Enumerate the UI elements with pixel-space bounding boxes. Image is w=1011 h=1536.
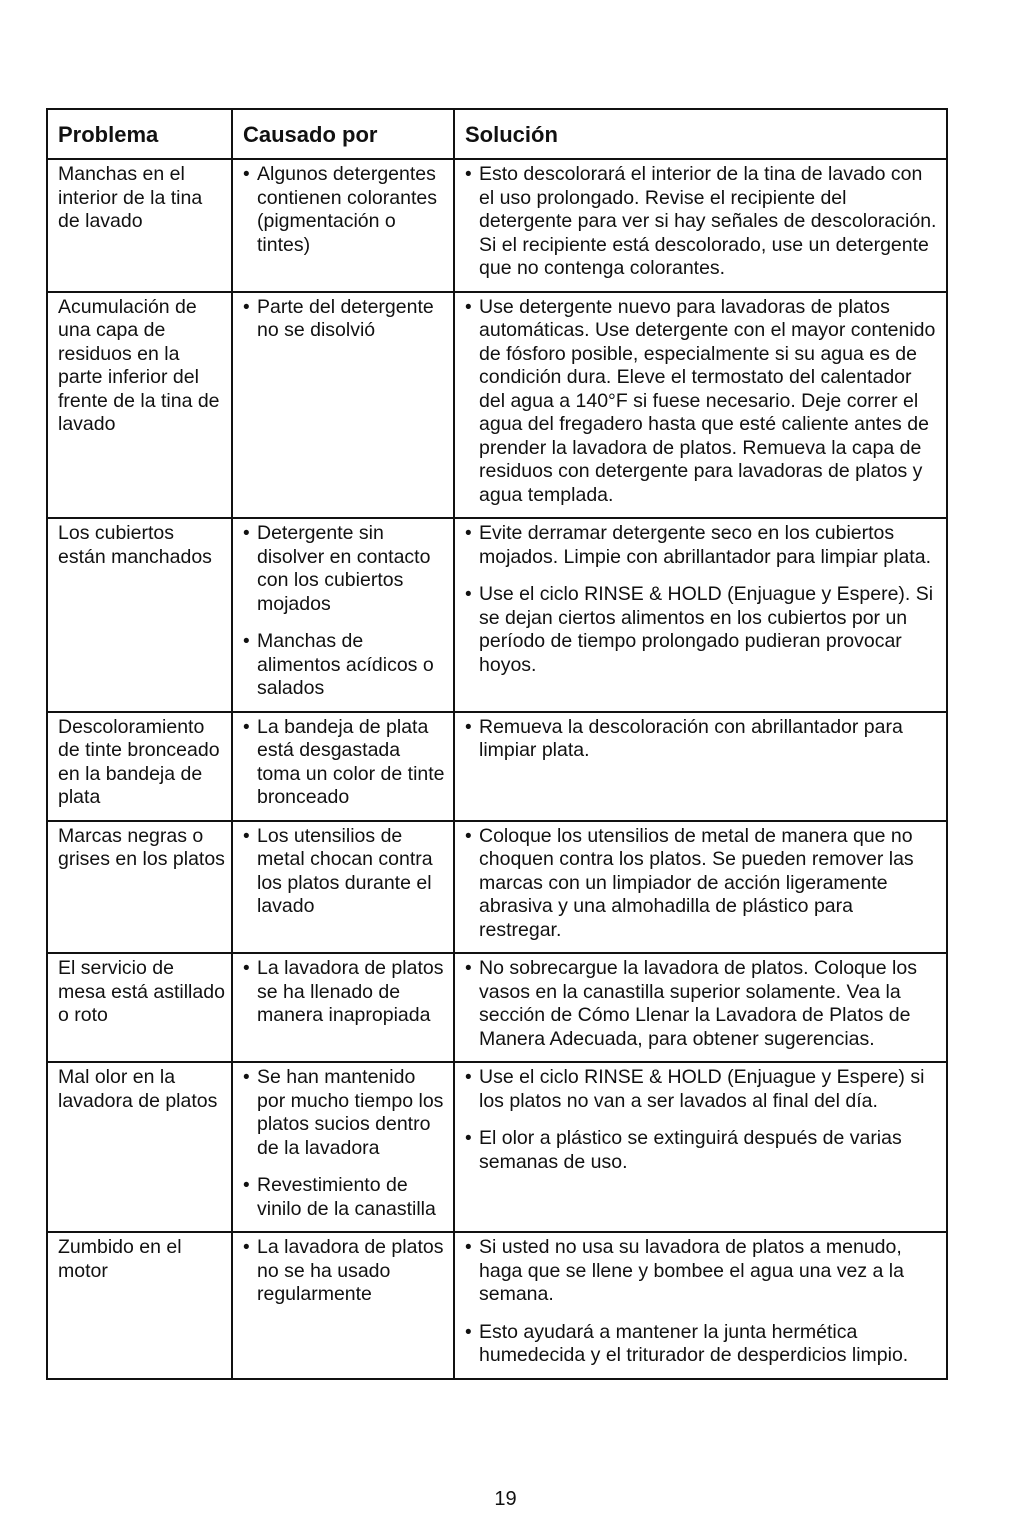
cause-cell — [232, 518, 454, 712]
solution-cell — [454, 159, 947, 292]
cause-bullet-item — [243, 1174, 447, 1221]
cause-text: La lavadora de platos se ha llenado de manera inapropiada — [257, 957, 444, 1026]
cause-cell — [232, 953, 454, 1062]
solution-bullet-item — [465, 163, 940, 281]
cause-cell — [232, 292, 454, 519]
solution-bullet-item — [465, 296, 940, 508]
table-body — [47, 159, 947, 1379]
problem-text: Marcas negras o grises en los platos — [58, 824, 225, 870]
solution-cell — [454, 953, 947, 1062]
bullet-icon: • — [465, 1237, 472, 1258]
problem-cell — [47, 953, 232, 1062]
solution-text: Evite derramar detergente seco en los cubiertos mojados. Limpie con abrillantador para limpiar plata. — [479, 522, 931, 568]
cause-text: Se han mantenido por mucho tiempo los platos sucios dentro de la lavadora — [257, 1066, 444, 1159]
solution-bullet-item — [465, 1066, 940, 1113]
problem-cell — [47, 712, 232, 821]
solution-bullet-item — [465, 957, 940, 1051]
problem-text: Zumbido en el motor — [58, 1236, 182, 1282]
solution-text: El olor a plástico se extinguirá después de varias semanas de uso. — [479, 1127, 902, 1173]
problem-text: El servicio de mesa está astillado o roto — [58, 957, 225, 1026]
bullet-icon: • — [243, 1067, 250, 1088]
bullet-icon: • — [243, 716, 250, 738]
table-row — [47, 1232, 947, 1379]
solution-text: Use el ciclo RINSE & HOLD (Enjuague y Espere). Si se dejan ciertos alimentos en los cubiertos por un período de tiempo prolongado pudieran provocar hoyos. — [479, 583, 934, 676]
table-row — [47, 1062, 947, 1232]
solution-text: Si usted no usa su lavadora de platos a menudo, haga que se llene y bombee el agua una vez a la semana. — [479, 1236, 904, 1305]
table-row — [47, 159, 947, 292]
problem-text: Descoloramiento de tinte bronceado en la bandeja de plata — [58, 715, 220, 808]
bullet-icon: • — [465, 958, 472, 979]
solution-cell — [454, 1062, 947, 1232]
solution-cell — [454, 292, 947, 519]
bullet-icon: • — [465, 523, 472, 544]
problem-cell — [47, 518, 232, 712]
problem-cell — [47, 159, 232, 292]
solution-text: Esto ayudará a mantener la junta hermética humedecida y el triturador de desperdicios limpio. — [479, 1320, 909, 1366]
problem-text: Manchas en el interior de la tina de lavado — [58, 163, 203, 232]
bullet-icon: • — [465, 1128, 472, 1149]
table-row — [47, 821, 947, 954]
cause-text: La lavadora de platos no se ha usado regularmente — [257, 1236, 444, 1305]
cause-text: Parte del detergente no se disolvió — [257, 295, 434, 341]
solution-bullet-item — [465, 716, 940, 763]
bullet-icon: • — [243, 296, 250, 318]
cause-bullet-item — [243, 1066, 447, 1160]
table-row — [47, 953, 947, 1062]
bullet-icon: • — [465, 716, 472, 738]
solution-cell — [454, 712, 947, 821]
solution-text: Remueva la descoloración con abrillantador para limpiar plata. — [479, 715, 903, 761]
cause-text: Algunos detergentes contienen colorantes (pigmentación o tintes) — [257, 163, 437, 256]
solution-text: Esto descolorará el interior de la tina de lavado con el uso prolongado. Revise el recipiente del detergente para ver si hay señales de descoloración. Si el recipiente está descolorado, use un detergente que no contenga colorantes. — [479, 163, 937, 279]
cause-bullet-item — [243, 522, 447, 616]
problem-cell — [47, 292, 232, 519]
cause-cell — [232, 1062, 454, 1232]
problem-cell — [47, 821, 232, 954]
header-cause: Causado por — [232, 109, 454, 159]
bullet-icon: • — [465, 825, 472, 847]
table-row — [47, 292, 947, 519]
table-row — [47, 712, 947, 821]
solution-cell — [454, 518, 947, 712]
solution-text: No sobrecargue la lavadora de platos. Coloque los vasos en la canastilla superior solamente. Vea la sección de Cómo Llenar la Lavadora de Platos de Manera Adecuada, para obtener sugerencias. — [479, 957, 917, 1050]
solution-bullet-item — [465, 1321, 940, 1368]
solution-bullet-item — [465, 1236, 940, 1307]
cause-bullet-item — [243, 716, 447, 810]
bullet-icon: • — [465, 1067, 472, 1088]
cause-text: La bandeja de plata está desgastada toma un color de tinte bronceado — [257, 715, 445, 808]
bullet-icon: • — [243, 825, 250, 847]
cause-bullet-item — [243, 1236, 447, 1307]
cause-text: Revestimiento de vinilo de la canastilla — [257, 1174, 436, 1220]
solution-bullet-item — [465, 522, 940, 569]
page-number: 19 — [494, 1488, 517, 1510]
troubleshooting-table — [46, 108, 948, 1380]
problem-cell — [47, 1062, 232, 1232]
bullet-icon: • — [243, 523, 250, 544]
cause-text: Detergente sin disolver en contacto con los cubiertos mojados — [257, 522, 431, 615]
solution-cell — [454, 821, 947, 954]
bullet-icon: • — [243, 1237, 250, 1258]
bullet-icon: • — [243, 1175, 250, 1196]
problem-text: Mal olor en la lavadora de platos — [58, 1066, 218, 1112]
bullet-icon: • — [243, 958, 250, 979]
bullet-icon: • — [465, 1321, 472, 1343]
cause-bullet-item — [243, 296, 447, 343]
cause-cell — [232, 159, 454, 292]
solution-cell — [454, 1232, 947, 1379]
table-row — [47, 518, 947, 712]
cause-bullet-item — [243, 630, 447, 701]
bullet-icon: • — [243, 164, 250, 185]
cause-cell — [232, 1232, 454, 1379]
table-header-row — [47, 109, 947, 159]
header-problem: Problema — [47, 109, 232, 159]
solution-text: Use detergente nuevo para lavadoras de platos automáticas. Use detergente con el mayor contenido de fósforo posible, especialmente si su agua es de condición dura. Eleve el termostato del calentador del agua a 140°F si fuese necesario. Deje correr el agua del fregadero hasta que esté caliente antes de prender la lavadora de platos. Remueva la capa de residuos con detergente para lavadoras de platos y agua templada. — [479, 295, 936, 506]
bullet-icon: • — [243, 631, 250, 652]
cause-cell — [232, 712, 454, 821]
solution-bullet-item — [465, 583, 940, 677]
solution-bullet-item — [465, 1127, 940, 1174]
cause-bullet-item — [243, 957, 447, 1028]
bullet-icon: • — [465, 584, 472, 605]
problem-text: Los cubiertos están manchados — [58, 522, 212, 568]
solution-text: Coloque los utensilios de metal de manera que no choquen contra los platos. Se pueden remover las marcas con un limpiador de acción ligeramente abrasiva y una almohadilla de plástico para restregar. — [479, 824, 914, 941]
cause-text: Manchas de alimentos acídicos o salados — [257, 630, 434, 699]
solution-bullet-item — [465, 825, 940, 943]
solution-text: Use el ciclo RINSE & HOLD (Enjuague y Espere) si los platos no van a ser lavados al final del día. — [479, 1066, 925, 1112]
header-solution: Solución — [454, 109, 947, 159]
troubleshooting-sheet — [46, 108, 946, 1380]
cause-bullet-item — [243, 825, 447, 919]
bullet-icon: • — [465, 296, 472, 318]
problem-cell — [47, 1232, 232, 1379]
problem-text: Acumulación de una capa de residuos en la parte inferior del frente de la tina de lavado — [58, 295, 220, 435]
cause-cell — [232, 821, 454, 954]
cause-text: Los utensilios de metal chocan contra los platos durante el lavado — [257, 824, 433, 917]
cause-bullet-item — [243, 163, 447, 257]
bullet-icon: • — [465, 164, 472, 185]
